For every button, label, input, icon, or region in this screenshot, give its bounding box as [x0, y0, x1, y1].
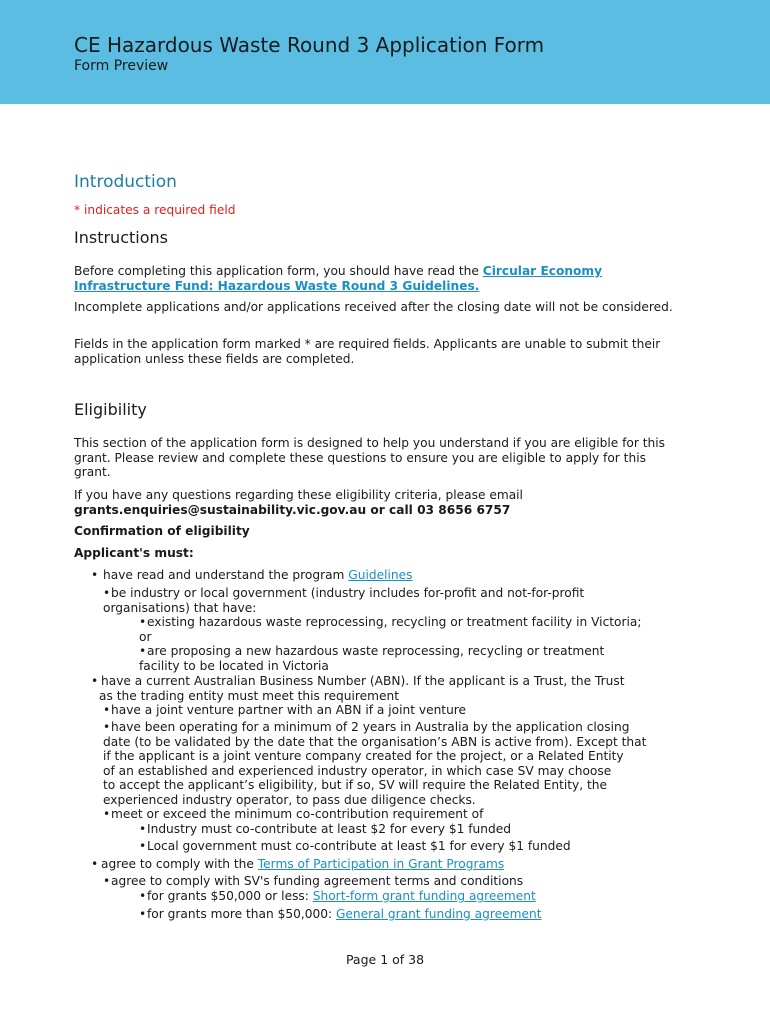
bullet-icon: • [103, 703, 111, 717]
page-number: Page 1 of 38 [345, 952, 425, 967]
instructions-paragraph-1 [74, 264, 684, 293]
instructions-paragraph-2: Incomplete applications and/or applications received after the closing date will not be considered. [74, 300, 673, 314]
guidelines-link[interactable]: Circular Economy [482, 264, 603, 278]
list-item: • for grants more than $50,000: General grant funding agreement [139, 907, 542, 921]
list-item: • be industry or local government (industry includes for-profit and not-for-profit organisations) that have: [103, 586, 585, 615]
list-item: • Industry must co-contribute at least $2 for every $1 funded [139, 822, 511, 836]
instructions-paragraph-3: Fields in the application form marked * are required fields. Applicants are unable to submit their application unless these fields are completed. [74, 337, 661, 366]
introduction-heading: Introduction [74, 172, 177, 192]
eligibility-heading: Eligibility [74, 400, 147, 419]
list-item: • agree to comply with SV's funding agreement terms and conditions [103, 874, 524, 888]
instructions-heading: Instructions [74, 228, 168, 247]
required-field-note: * indicates a required field [74, 203, 236, 217]
applicants-must-heading: Applicant's must: [74, 546, 194, 560]
bullet-icon: • [103, 586, 111, 600]
page-header [0, 0, 770, 104]
list-item: • Local government must co-contribute at least $1 for every $1 funded [139, 839, 571, 853]
bullet-icon: • [139, 615, 147, 629]
bullet-icon: • [103, 720, 111, 734]
form-title: CE Hazardous Waste Round 3 Application Form [74, 33, 545, 57]
bullet-icon: • [91, 857, 99, 871]
bullet-icon: • [103, 807, 111, 821]
bullet-icon: • [139, 839, 147, 853]
bullet-icon: • [103, 874, 111, 888]
bullet-icon: • [91, 568, 99, 582]
program-guidelines-link[interactable]: Guidelines [348, 568, 413, 582]
list-item: • have read and understand the program Guidelines [91, 568, 413, 582]
list-item: • agree to comply with the Terms of Participation in Grant Programs [91, 857, 505, 871]
eligibility-paragraph-1: This section of the application form is designed to help you understand if you are eligible for this grant. Please review and complete these questions to ensure you are eligible to apply for this grant. [74, 436, 665, 480]
form-subtitle: Form Preview [74, 58, 169, 74]
list-item: • meet or exceed the minimum co-contribution requirement of [103, 807, 484, 821]
general-agreement-link[interactable]: General grant funding agreement [335, 907, 542, 921]
list-item: • are proposing a new hazardous waste reprocessing, recycling or treatment facility to be located in Victoria [139, 644, 605, 673]
bullet-icon: • [139, 822, 147, 836]
guidelines-link-line2[interactable]: Infrastructure Fund: Hazardous Waste Round 3 Guidelines. [74, 278, 480, 293]
eligibility-paragraph-2 [74, 488, 684, 517]
contact-prefix: If you have any questions regarding these eligibility criteria, please email [74, 488, 523, 502]
bullet-icon: • [139, 907, 147, 921]
bullet-icon: • [139, 644, 147, 658]
confirmation-heading: Confirmation of eligibility [74, 524, 250, 538]
bullet-icon: • [91, 674, 99, 688]
terms-of-participation-link[interactable]: Terms of Participation in Grant Programs [257, 857, 505, 871]
bullet-icon: • [139, 889, 147, 903]
instructions-text: Before completing this application form, you should have read the [74, 264, 483, 278]
list-item: • have been operating for a minimum of 2 years in Australia by the application closing date (to be validated by the date that the organisation’s ABN is active from). Except that if the applicant is a joint venture company created for the project, or a Related Entity of an established and experienced industry operator, in which case SV may choose to accept the applicant’s eligibility, but if so, SV will require the Related Entity, the experienced industry operator, to pass due diligence checks. [103, 720, 647, 807]
list-item: • have a joint venture partner with an ABN if a joint venture [103, 703, 467, 717]
list-item: • have a current Australian Business Number (ABN). If the applicant is a Trust, the Trust as the trading entity must meet this requirement [91, 674, 625, 703]
list-item: • for grants $50,000 or less: Short-form grant funding agreement [139, 889, 536, 903]
contact-details: grants.enquiries@sustainability.vic.gov.au or call 03 8656 6757 [74, 502, 511, 517]
short-form-agreement-link[interactable]: Short-form grant funding agreement [312, 889, 536, 903]
list-item: • existing hazardous waste reprocessing, recycling or treatment facility in Victoria; or [139, 615, 642, 644]
